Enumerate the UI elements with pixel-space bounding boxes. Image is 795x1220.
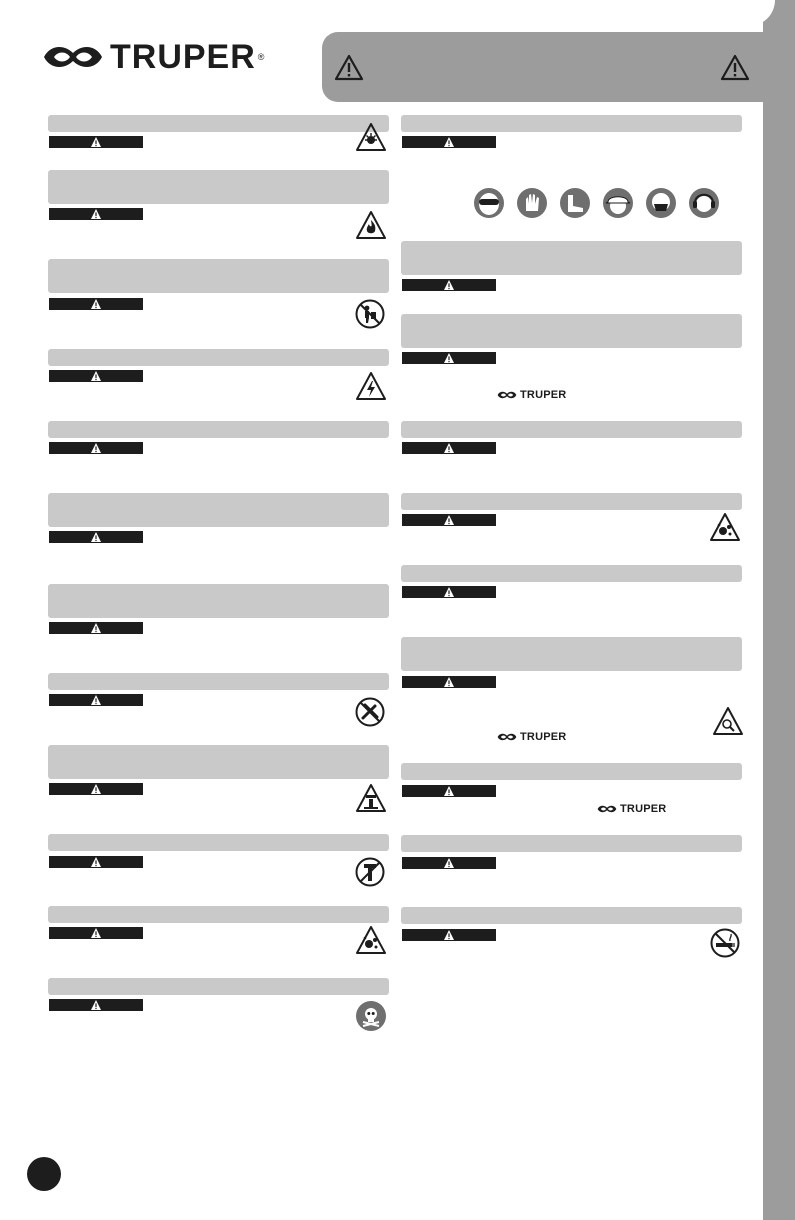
safety-goggles-icon	[473, 187, 505, 224]
electric-shock-icon	[355, 371, 387, 401]
fire-hazard-icon	[355, 210, 387, 240]
crush-hazard-icon	[355, 783, 387, 813]
section-bar	[48, 584, 389, 618]
section-bar	[401, 835, 742, 852]
no-striking-icon	[355, 857, 385, 887]
warning-tag	[49, 856, 143, 868]
warning-tag	[402, 352, 496, 364]
no-smoking-icon	[710, 928, 740, 958]
warning-tag	[402, 279, 496, 291]
section-bar	[401, 565, 742, 582]
inspect-icon	[712, 706, 744, 736]
section-bar	[401, 763, 742, 780]
truper-emblem-icon	[497, 390, 517, 400]
warning-tag	[49, 208, 143, 220]
brand-name: TRUPER	[110, 38, 256, 76]
section-bar	[48, 906, 389, 923]
warning-tag	[49, 531, 143, 543]
warning-tag	[402, 586, 496, 598]
warning-tag	[402, 785, 496, 797]
ear-protection-icon	[688, 187, 720, 224]
truper-emblem-icon	[497, 732, 517, 742]
registered-mark: ®	[257, 52, 265, 62]
explosion-hazard-icon	[355, 122, 387, 152]
brand-logo-small	[497, 731, 566, 743]
section-bar	[401, 907, 742, 924]
gloves-icon	[516, 187, 548, 224]
warning-tag	[49, 370, 143, 382]
brand-name: TRUPER	[520, 389, 567, 401]
section-bar	[401, 314, 742, 348]
brand-logo-small	[597, 803, 666, 815]
warning-tag	[49, 298, 143, 310]
section-bar	[48, 493, 389, 527]
warning-tag	[49, 442, 143, 454]
header-band	[322, 32, 795, 102]
keep-children-away-icon	[355, 299, 385, 329]
section-bar	[401, 421, 742, 438]
section-bar	[48, 673, 389, 690]
section-bar	[401, 241, 742, 275]
warning-tag	[49, 999, 143, 1011]
warning-tag	[402, 136, 496, 148]
warning-tag	[49, 136, 143, 148]
warning-tag	[49, 783, 143, 795]
warning-tag	[402, 857, 496, 869]
section-bar	[48, 170, 389, 204]
brand-name: TRUPER	[520, 731, 567, 743]
hard-hat-icon	[602, 187, 634, 224]
section-bar	[48, 745, 389, 779]
safety-boots-icon	[559, 187, 591, 224]
truper-emblem-icon	[42, 42, 104, 72]
warning-tag	[402, 929, 496, 941]
section-bar	[401, 115, 742, 132]
section-bar	[48, 259, 389, 293]
warning-triangle-icon	[720, 54, 750, 81]
flying-debris-icon	[355, 925, 387, 955]
dust-mask-icon	[645, 187, 677, 224]
warning-tag	[402, 442, 496, 454]
flying-debris-icon	[709, 512, 741, 542]
warning-triangle-icon	[334, 54, 364, 81]
truper-emblem-icon	[597, 804, 617, 814]
section-bar	[48, 115, 389, 132]
brand-logo	[42, 40, 302, 74]
section-bar	[401, 637, 742, 671]
page-number-dot	[27, 1157, 61, 1191]
section-bar	[401, 493, 742, 510]
warning-tag	[49, 622, 143, 634]
section-bar	[48, 978, 389, 995]
brand-name: TRUPER	[620, 803, 667, 815]
section-bar	[48, 421, 389, 438]
side-strip	[763, 0, 795, 1220]
no-modification-icon	[355, 697, 385, 727]
warning-tag	[402, 676, 496, 688]
warning-tag	[49, 927, 143, 939]
warning-tag	[402, 514, 496, 526]
toxic-gas-icon	[355, 1000, 387, 1032]
section-bar	[48, 834, 389, 851]
brand-logo-small	[497, 389, 566, 401]
section-bar	[48, 349, 389, 366]
warning-tag	[49, 694, 143, 706]
